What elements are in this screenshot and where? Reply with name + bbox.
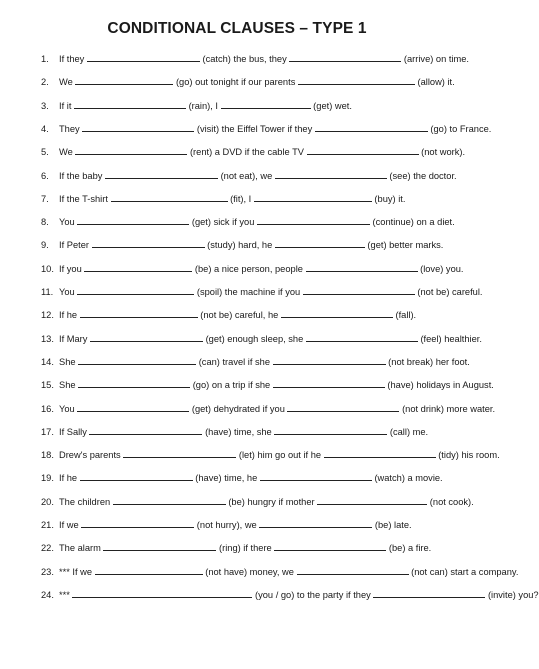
item-number: 10. xyxy=(41,263,54,274)
item-text: (be) hungry if mother xyxy=(225,496,318,507)
answer-blank[interactable] xyxy=(281,309,393,318)
item-text: (be) a fire. xyxy=(386,543,432,554)
item-text: You xyxy=(59,217,78,228)
exercise-item xyxy=(41,566,519,578)
answer-blank[interactable] xyxy=(111,193,228,202)
item-text: (not work). xyxy=(418,147,466,158)
item-text: (fall). xyxy=(392,310,417,321)
item-text: If Sally xyxy=(59,426,90,437)
item-text: (not be) careful. xyxy=(414,287,483,297)
answer-blank[interactable] xyxy=(260,472,372,481)
item-text: (rain), I xyxy=(185,100,221,111)
answer-blank[interactable] xyxy=(273,379,385,388)
item-number: 20. xyxy=(41,496,54,507)
answer-blank[interactable] xyxy=(77,403,189,412)
item-number: 8. xyxy=(41,217,49,228)
item-number: 7. xyxy=(41,193,49,204)
exercise-item xyxy=(41,193,450,205)
item-text: If it xyxy=(59,100,74,111)
answer-blank[interactable] xyxy=(105,170,218,179)
item-text: (not have) money, we xyxy=(202,566,297,577)
item-text: If they xyxy=(59,54,87,64)
exercise-item xyxy=(41,589,539,601)
answer-blank[interactable] xyxy=(306,333,418,342)
item-number: 5. xyxy=(41,147,49,158)
item-text: If the T-shirt xyxy=(59,193,111,204)
item-text: (not eat), we xyxy=(218,170,275,181)
answer-blank[interactable] xyxy=(275,239,365,248)
item-text: (invite) you? xyxy=(485,589,539,600)
item-text: (not drink) more water. xyxy=(399,403,496,414)
answer-blank[interactable] xyxy=(77,216,189,225)
item-text: (watch) a movie. xyxy=(371,473,443,484)
item-text: (not can) start a company. xyxy=(408,566,519,577)
item-text: (love) you. xyxy=(417,263,464,274)
item-text: If he xyxy=(59,310,80,321)
item-text: (not hurry), we xyxy=(194,520,260,530)
item-text: The children xyxy=(59,496,113,507)
item-number: 24. xyxy=(41,589,54,600)
item-text: (catch) the bus, they xyxy=(199,54,290,64)
item-text: (arrive) on time. xyxy=(401,54,469,64)
item-number: 12. xyxy=(41,310,54,321)
answer-blank[interactable] xyxy=(77,286,194,295)
item-text: She xyxy=(59,356,79,367)
item-text: If you xyxy=(59,263,85,274)
item-text: The alarm xyxy=(59,543,104,554)
exercise-item xyxy=(41,496,474,508)
item-number: 14. xyxy=(41,356,54,367)
exercise-item xyxy=(41,426,450,438)
item-text: (you / go) to the party if they xyxy=(252,589,374,600)
item-text: Drew's parents xyxy=(59,450,124,461)
item-number: 11. xyxy=(41,287,54,297)
answer-blank[interactable] xyxy=(275,170,387,179)
item-text: (tidy) his room. xyxy=(435,450,500,461)
exercise-item xyxy=(41,472,450,484)
answer-blank[interactable] xyxy=(221,100,311,109)
item-text: (continue) on a diet. xyxy=(369,217,455,228)
item-text: (call) me. xyxy=(387,426,429,437)
item-text: (be) a nice person, people xyxy=(192,263,306,274)
exercise-item xyxy=(41,123,492,135)
item-text: (go) on a trip if she xyxy=(190,380,273,391)
answer-blank[interactable] xyxy=(78,356,196,365)
item-text: If Mary xyxy=(59,333,90,344)
answer-blank[interactable] xyxy=(303,286,415,295)
item-text: (ring) if there xyxy=(216,543,275,554)
answer-blank[interactable] xyxy=(306,263,418,272)
answer-blank[interactable] xyxy=(72,589,252,598)
answer-blank[interactable] xyxy=(78,379,190,388)
exercise-item xyxy=(41,449,500,461)
item-number: 9. xyxy=(41,240,49,251)
exercise-item xyxy=(41,170,457,182)
answer-blank[interactable] xyxy=(81,519,194,528)
answer-blank[interactable] xyxy=(274,542,386,551)
item-text: (visit) the Eiffel Tower if they xyxy=(194,123,315,134)
exercise-item xyxy=(41,76,455,88)
answer-blank[interactable] xyxy=(92,239,205,248)
item-text: If Peter xyxy=(59,240,92,251)
answer-blank[interactable] xyxy=(80,309,198,318)
exercise-item xyxy=(41,519,450,531)
answer-blank[interactable] xyxy=(74,100,186,109)
exercise-item xyxy=(41,542,450,554)
exercise-item xyxy=(41,146,466,158)
exercise-item xyxy=(41,53,469,65)
item-number: 18. xyxy=(41,450,54,461)
answer-blank[interactable] xyxy=(90,333,203,342)
item-text: (not cook). xyxy=(427,496,474,507)
answer-blank[interactable] xyxy=(257,216,370,225)
item-text: (get) better marks. xyxy=(364,240,444,251)
item-number: 2. xyxy=(41,77,49,88)
exercise-item xyxy=(41,216,455,228)
answer-blank[interactable] xyxy=(315,123,428,132)
answer-blank[interactable] xyxy=(324,449,436,458)
answer-blank[interactable] xyxy=(289,53,401,62)
item-text: (get) dehydrated if you xyxy=(189,403,288,414)
item-number: 6. xyxy=(41,170,49,181)
answer-blank[interactable] xyxy=(84,263,192,272)
answer-blank[interactable] xyxy=(287,403,399,412)
exercise-item xyxy=(41,286,483,298)
exercise-item xyxy=(41,333,482,345)
item-text: If we xyxy=(59,520,82,530)
answer-blank[interactable] xyxy=(82,123,194,132)
exercise-item xyxy=(41,100,450,112)
item-text: (get) wet. xyxy=(310,100,352,111)
answer-blank[interactable] xyxy=(89,426,202,435)
answer-blank[interactable] xyxy=(80,472,193,481)
item-number: 23. xyxy=(41,566,54,577)
item-text: (study) hard, he xyxy=(204,240,275,251)
item-text: We xyxy=(59,147,76,158)
answer-blank[interactable] xyxy=(274,426,387,435)
answer-blank[interactable] xyxy=(259,519,372,528)
item-text: (get) sick if you xyxy=(189,217,257,228)
item-text: You xyxy=(59,287,78,297)
answer-blank[interactable] xyxy=(75,146,187,155)
answer-blank[interactable] xyxy=(95,566,203,575)
exercise-item xyxy=(41,379,494,391)
item-text: (go) to France. xyxy=(427,123,492,134)
answer-blank[interactable] xyxy=(254,193,372,202)
item-text: (be) late. xyxy=(372,520,412,530)
item-number: 16. xyxy=(41,403,54,414)
item-text: (not be) careful, he xyxy=(197,310,281,321)
item-text: (have) time, he xyxy=(192,473,260,484)
item-number: 13. xyxy=(41,333,54,344)
item-text: (buy) it. xyxy=(371,193,406,204)
item-text: (have) holidays in August. xyxy=(384,380,494,391)
exercise-item xyxy=(41,263,464,275)
item-number: 15. xyxy=(41,380,54,391)
exercise-item xyxy=(41,403,496,415)
exercise-item xyxy=(41,239,450,251)
item-number: 3. xyxy=(41,100,49,111)
answer-blank[interactable] xyxy=(298,76,415,85)
answer-blank[interactable] xyxy=(113,496,226,505)
item-text: (can) travel if she xyxy=(196,356,273,367)
item-text: *** If we xyxy=(59,566,95,577)
item-text: (fit), I xyxy=(227,193,254,204)
exercise-item xyxy=(41,356,470,368)
item-number: 1. xyxy=(41,54,49,64)
item-text: (have) time, she xyxy=(202,426,275,437)
item-text: (get) enough sleep, she xyxy=(203,333,306,344)
item-text: We xyxy=(59,77,76,88)
item-number: 4. xyxy=(41,123,49,134)
answer-blank[interactable] xyxy=(297,566,409,575)
item-text: They xyxy=(59,123,83,134)
item-text: (rent) a DVD if the cable TV xyxy=(187,147,307,158)
item-text: (not break) her foot. xyxy=(385,356,470,367)
answer-blank[interactable] xyxy=(87,53,200,62)
item-number: 19. xyxy=(41,473,54,484)
exercise-item xyxy=(41,309,450,321)
item-text: She xyxy=(59,380,79,391)
item-text: If the baby xyxy=(59,170,105,181)
item-text: *** xyxy=(59,589,73,600)
page-title: CONDITIONAL CLAUSES – TYPE 1 xyxy=(107,20,367,37)
answer-blank[interactable] xyxy=(317,496,427,505)
item-number: 22. xyxy=(41,543,54,554)
item-text: If he xyxy=(59,473,80,484)
item-text: (let) him go out if he xyxy=(236,450,324,461)
answer-blank[interactable] xyxy=(123,449,236,458)
item-text: You xyxy=(59,403,78,414)
item-text: (feel) healthier. xyxy=(417,333,482,344)
answer-blank[interactable] xyxy=(307,146,419,155)
answer-blank[interactable] xyxy=(373,589,485,598)
answer-blank[interactable] xyxy=(75,76,173,85)
answer-blank[interactable] xyxy=(103,542,216,551)
item-number: 17. xyxy=(41,426,54,437)
answer-blank[interactable] xyxy=(273,356,386,365)
item-number: 21. xyxy=(41,520,54,530)
item-text: (spoil) the machine if you xyxy=(194,287,303,297)
item-text: (see) the doctor. xyxy=(386,170,457,181)
item-text: (allow) it. xyxy=(414,77,455,88)
item-text: (go) out tonight if our parents xyxy=(173,77,298,88)
